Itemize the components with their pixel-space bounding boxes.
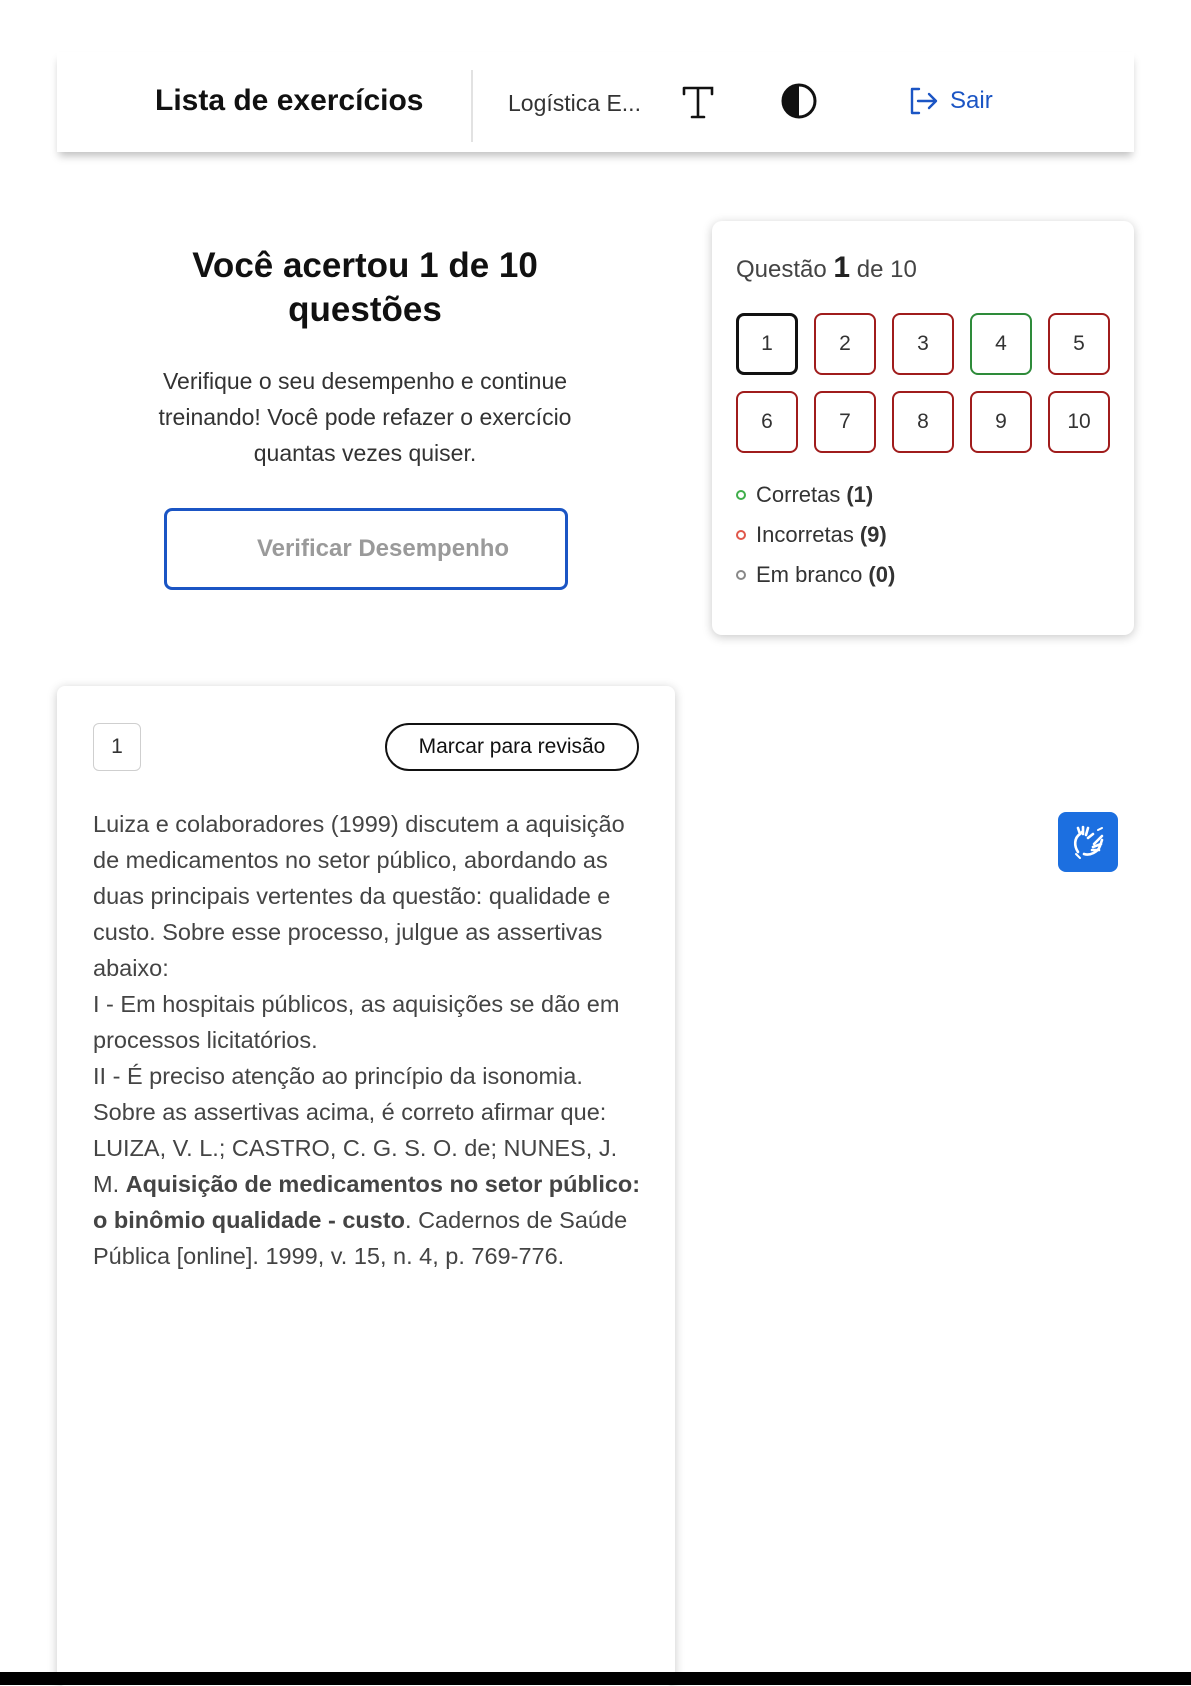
question-navigator [712, 221, 1134, 635]
reference-title: Aquisição de medicamentos no setor público: o binômio qualidade - custo [93, 1171, 641, 1233]
result-title: Você acertou 1 de 10 questões [192, 246, 538, 329]
question-card [57, 686, 675, 1686]
reference-end: . Cadernos de Saúde Pública [online]. 1999, v. 15, n. 4, p. 769-776. [93, 1207, 628, 1269]
legend-label: Em branco [756, 562, 863, 587]
incorrect-dot-icon [736, 530, 746, 540]
counter-suffix: de 10 [856, 256, 917, 283]
question-button[interactable]: 8 [892, 391, 954, 453]
question-grid [736, 313, 1110, 453]
counter-prefix: Questão [736, 256, 827, 283]
logout-icon [906, 84, 940, 118]
mark-for-review-button[interactable]: Marcar para revisão [385, 723, 639, 771]
question-button[interactable]: 2 [814, 313, 876, 375]
legend-count: (0) [868, 562, 896, 587]
blank-dot-icon [736, 570, 746, 580]
bottom-bar [0, 1672, 1191, 1685]
contrast-icon[interactable] [780, 82, 818, 120]
logout-button[interactable] [906, 84, 993, 118]
legend-count: (1) [846, 482, 874, 507]
statement-paragraph: Sobre as assertivas acima, é correto afirmar que: [93, 1099, 607, 1125]
question-button[interactable]: 3 [892, 313, 954, 375]
legend-label: Incorretas [756, 522, 854, 547]
header-divider [471, 70, 473, 142]
course-name[interactable]: Logística E... [508, 90, 641, 116]
question-button[interactable]: 7 [814, 391, 876, 453]
libras-accessibility-button[interactable] [1058, 812, 1118, 872]
question-statement [93, 806, 649, 1274]
reference-start: LUIZA, V. L.; CASTRO, C. G. S. O. de; NUNES, J. M. [93, 1135, 618, 1197]
legend-incorrect [736, 515, 895, 555]
reference [93, 1130, 649, 1274]
legend-correct [736, 475, 895, 515]
libras-hands-icon [1068, 822, 1108, 862]
page-title: Lista de exercícios [155, 84, 424, 117]
question-button[interactable]: 10 [1048, 391, 1110, 453]
question-number: 1 [93, 723, 141, 771]
verify-performance-button[interactable]: Verificar Desempenho [164, 508, 568, 590]
logout-label: Sair [950, 87, 993, 114]
top-header [57, 52, 1134, 152]
correct-dot-icon [736, 490, 746, 500]
statement-paragraph: Luiza e colaboradores (1999) discutem a aquisição de medicamentos no setor público, abordando as duas principais vertentes da questão: qualidade e custo. Sobre esse processo, julgue as assertivas abaixo: [93, 811, 625, 981]
result-description: Verifique o seu desempenho e continue treinando! Você pode refazer o exercício quantas vezes quiser. [158, 368, 572, 466]
question-button[interactable]: 6 [736, 391, 798, 453]
counter-current: 1 [833, 251, 851, 284]
question-button[interactable]: 5 [1048, 313, 1110, 375]
legend-label: Corretas [756, 482, 841, 507]
statement-paragraph: I - Em hospitais públicos, as aquisições se dão em processos licitatórios. [93, 991, 620, 1053]
question-button[interactable]: 1 [736, 313, 798, 375]
question-button[interactable]: 9 [970, 391, 1032, 453]
question-button[interactable]: 4 [970, 313, 1032, 375]
font-size-icon[interactable] [681, 82, 715, 122]
question-counter [736, 251, 917, 285]
statement-paragraph: II - É preciso atenção ao princípio da isonomia. [93, 1063, 583, 1089]
status-legend [736, 475, 895, 595]
legend-count: (9) [859, 522, 887, 547]
legend-blank [736, 555, 895, 595]
